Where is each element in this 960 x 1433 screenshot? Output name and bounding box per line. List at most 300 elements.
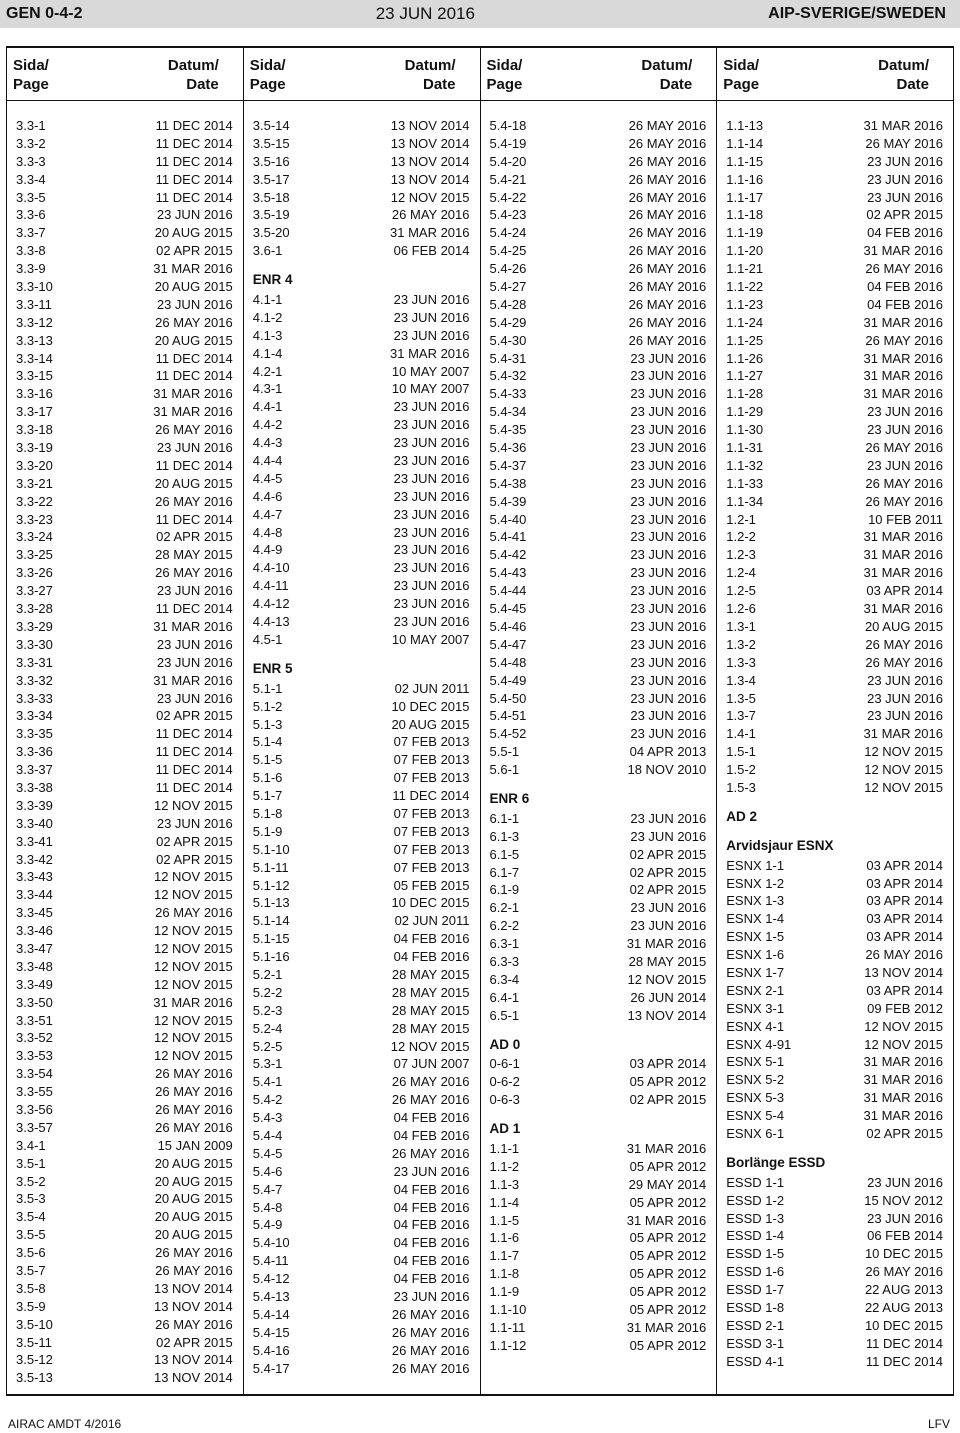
table-row bbox=[490, 953, 707, 971]
page-number: 5.1-15 bbox=[252, 931, 290, 947]
effective-date: 11 DEC 2014 bbox=[155, 135, 233, 151]
page-number: 5.4-48 bbox=[489, 654, 527, 670]
table-row bbox=[16, 421, 233, 439]
page-number: 4.4-11 bbox=[252, 578, 289, 594]
table-row bbox=[490, 1091, 707, 1109]
page-number: 5.4-28 bbox=[489, 296, 527, 312]
table-row bbox=[726, 1000, 943, 1018]
effective-date: 31 MAR 2016 bbox=[863, 529, 943, 545]
table-row bbox=[726, 779, 943, 797]
page-number: ESNX 4-1 bbox=[726, 1018, 785, 1034]
page-footer bbox=[0, 1415, 960, 1433]
effective-date: 12 NOV 2015 bbox=[153, 1030, 233, 1046]
page-number: 5.4-31 bbox=[489, 350, 527, 366]
page-number: 1.3-4 bbox=[726, 672, 756, 688]
page-number: 5.4-20 bbox=[489, 153, 527, 169]
table-row bbox=[253, 327, 470, 345]
section-heading: Arvidsjaur ESNX bbox=[726, 837, 834, 853]
effective-date: 28 MAY 2015 bbox=[391, 1002, 470, 1018]
page-number: ESSD 1-1 bbox=[726, 1174, 785, 1190]
page-number: 5.4-17 bbox=[252, 1360, 290, 1376]
effective-date: 12 NOV 2015 bbox=[153, 923, 233, 939]
page-number: 3.3-3 bbox=[16, 153, 46, 169]
effective-date: 22 AUG 2013 bbox=[864, 1282, 943, 1298]
table-row bbox=[726, 171, 943, 189]
page-number: 5.3-1 bbox=[252, 1056, 283, 1072]
table-row bbox=[490, 636, 707, 654]
effective-date: 13 NOV 2014 bbox=[153, 1370, 233, 1386]
table-row bbox=[490, 1176, 707, 1194]
table-row bbox=[253, 1145, 470, 1163]
effective-date: 15 JAN 2009 bbox=[157, 1137, 233, 1153]
page-number: 3.3-50 bbox=[16, 994, 53, 1010]
table-row bbox=[490, 935, 707, 953]
effective-date: 26 MAY 2016 bbox=[391, 207, 470, 223]
page-number: 3.3-4 bbox=[16, 171, 46, 187]
publisher: LFV bbox=[927, 1417, 950, 1431]
effective-date: 23 JUN 2016 bbox=[393, 506, 470, 522]
effective-date: 31 MAR 2016 bbox=[390, 225, 470, 241]
table-column bbox=[7, 48, 244, 1394]
page-number: 4.4-10 bbox=[252, 560, 290, 576]
page-number: 3.3-45 bbox=[16, 905, 53, 921]
table-row bbox=[490, 864, 707, 882]
table-row bbox=[726, 1299, 943, 1317]
table-row bbox=[490, 1158, 707, 1176]
column-body bbox=[717, 101, 953, 1371]
effective-date: 03 APR 2014 bbox=[866, 982, 943, 998]
effective-date: 05 FEB 2015 bbox=[393, 877, 470, 893]
effective-date: 04 FEB 2016 bbox=[393, 1253, 470, 1269]
table-row bbox=[16, 314, 233, 332]
page-number: 5.4-12 bbox=[252, 1271, 290, 1287]
effective-date: 05 APR 2012 bbox=[629, 1248, 707, 1264]
table-row bbox=[726, 1263, 943, 1281]
table-row bbox=[490, 296, 707, 314]
page-number: 3.3-2 bbox=[16, 135, 46, 151]
page-number: 1.1-12 bbox=[489, 1337, 527, 1353]
table-row bbox=[16, 189, 233, 207]
page-number: 5.4-27 bbox=[489, 279, 527, 295]
table-row bbox=[16, 1190, 233, 1208]
table-row bbox=[726, 1018, 943, 1036]
table-row bbox=[490, 1140, 707, 1158]
page-number: 3.5-11 bbox=[16, 1334, 52, 1350]
page-number: 5.1-6 bbox=[252, 770, 283, 786]
page-number: 3.3-18 bbox=[16, 422, 53, 438]
table-row bbox=[16, 1065, 233, 1083]
table-row bbox=[490, 260, 707, 278]
effective-date: 26 MAY 2016 bbox=[155, 1119, 233, 1135]
table-row bbox=[16, 833, 233, 851]
page-number: 5.2-2 bbox=[252, 984, 283, 1000]
page-number: 5.4-32 bbox=[489, 368, 527, 384]
effective-date: 23 JUN 2016 bbox=[630, 350, 707, 366]
table-row bbox=[726, 1107, 943, 1125]
table-row bbox=[726, 564, 943, 582]
page-number: ESSD 2-1 bbox=[726, 1317, 785, 1333]
page-number: 3.3-24 bbox=[16, 529, 53, 545]
effective-date: 23 JUN 2016 bbox=[630, 690, 707, 706]
effective-date: 23 JUN 2016 bbox=[630, 404, 707, 420]
table-row bbox=[490, 403, 707, 421]
effective-date: 23 JUN 2016 bbox=[630, 457, 707, 473]
table-row bbox=[490, 564, 707, 582]
table-row bbox=[490, 1073, 707, 1091]
effective-date: 23 JUN 2016 bbox=[630, 440, 707, 456]
page-number: 1.3-2 bbox=[726, 636, 756, 652]
page-number: 4.2-1 bbox=[252, 363, 283, 379]
header-label: Page bbox=[486, 76, 523, 93]
table-row bbox=[253, 1002, 470, 1020]
table-row bbox=[490, 810, 707, 828]
table-row bbox=[16, 1155, 233, 1173]
effective-date: 12 NOV 2015 bbox=[390, 189, 470, 205]
effective-date: 03 APR 2014 bbox=[629, 1056, 707, 1072]
page-number: 1.1-7 bbox=[489, 1248, 520, 1264]
table-row bbox=[253, 1127, 470, 1145]
effective-date: 20 AUG 2015 bbox=[154, 1227, 233, 1243]
effective-date: 02 APR 2015 bbox=[866, 207, 943, 223]
effective-date: 31 MAR 2016 bbox=[863, 547, 943, 563]
page-number: 3.3-41 bbox=[16, 833, 53, 849]
table-row bbox=[253, 1073, 470, 1091]
table-row bbox=[490, 582, 707, 600]
page-number: 3.5-3 bbox=[16, 1191, 46, 1207]
table-row bbox=[16, 117, 233, 135]
table-row bbox=[490, 350, 707, 368]
table-row bbox=[726, 350, 943, 368]
page-number: 5.1-13 bbox=[252, 895, 290, 911]
page-number: 3.3-26 bbox=[16, 565, 53, 581]
page-number: 1.3-1 bbox=[726, 618, 756, 634]
effective-date: 26 JUN 2014 bbox=[630, 989, 707, 1005]
table-row bbox=[490, 1007, 707, 1025]
page-number: 5.4-41 bbox=[489, 529, 527, 545]
table-row bbox=[490, 511, 707, 529]
section-heading: ENR 6 bbox=[489, 790, 530, 806]
page-number: ESNX 1-1 bbox=[726, 857, 785, 873]
table-row bbox=[726, 857, 943, 875]
table-row bbox=[490, 206, 707, 224]
page-number: 1.2-3 bbox=[726, 547, 756, 563]
table-row bbox=[16, 1280, 233, 1298]
page-number: 3.3-30 bbox=[16, 636, 53, 652]
effective-date: 04 FEB 2016 bbox=[393, 1217, 470, 1233]
table-row bbox=[490, 725, 707, 743]
effective-date: 04 FEB 2016 bbox=[393, 1235, 470, 1251]
page-number: 5.4-2 bbox=[252, 1092, 283, 1108]
table-row bbox=[253, 966, 470, 984]
table-row bbox=[490, 690, 707, 708]
table-row bbox=[16, 242, 233, 260]
page-number: 3.5-14 bbox=[252, 118, 290, 133]
effective-date: 26 MAY 2016 bbox=[865, 135, 943, 151]
page-number: 5.2-3 bbox=[252, 1002, 283, 1018]
table-row bbox=[253, 716, 470, 734]
table-row bbox=[490, 1055, 707, 1073]
effective-date: 26 MAY 2016 bbox=[865, 947, 943, 963]
table-row bbox=[726, 636, 943, 654]
effective-date: 07 FEB 2013 bbox=[393, 805, 470, 821]
effective-date: 10 DEC 2015 bbox=[864, 1317, 943, 1333]
table-row bbox=[490, 1319, 707, 1337]
page-number: 4.4-2 bbox=[252, 417, 283, 433]
effective-date: 23 JUN 2016 bbox=[630, 368, 707, 384]
page-number: 5.4-8 bbox=[252, 1199, 283, 1215]
effective-date: 11 DEC 2014 bbox=[155, 171, 233, 187]
table-row bbox=[490, 828, 707, 846]
effective-date: 31 MAR 2016 bbox=[863, 1054, 943, 1070]
table-row bbox=[16, 385, 233, 403]
table-row bbox=[726, 1036, 943, 1054]
effective-date: 05 APR 2012 bbox=[629, 1158, 707, 1174]
page-number: 1.1-1 bbox=[489, 1140, 520, 1156]
page-number: 1.1-6 bbox=[489, 1230, 520, 1246]
effective-date: 31 MAR 2016 bbox=[863, 314, 943, 330]
effective-date: 31 MAR 2016 bbox=[863, 1108, 943, 1124]
table-row bbox=[16, 958, 233, 976]
effective-date: 05 APR 2012 bbox=[629, 1302, 707, 1317]
table-row bbox=[253, 380, 470, 398]
table-row bbox=[253, 1360, 470, 1378]
page-number: 5.4-42 bbox=[489, 547, 527, 563]
page-number: 1.1-29 bbox=[726, 404, 764, 420]
page-number: ESNX 1-2 bbox=[726, 875, 785, 891]
effective-date: 26 MAY 2016 bbox=[155, 905, 233, 921]
effective-date: 13 NOV 2014 bbox=[390, 118, 470, 133]
table-row bbox=[16, 350, 233, 368]
table-row bbox=[16, 260, 233, 278]
table-row bbox=[16, 1298, 233, 1316]
table-row bbox=[726, 892, 943, 910]
table-row bbox=[16, 600, 233, 618]
table-row bbox=[726, 1227, 943, 1245]
effective-date: 23 JUN 2016 bbox=[630, 583, 707, 599]
table-row bbox=[253, 242, 470, 260]
page-number: 3.3-52 bbox=[16, 1030, 53, 1046]
page-number: 4.4-8 bbox=[252, 524, 283, 540]
table-row bbox=[253, 135, 470, 153]
effective-date: 26 MAY 2016 bbox=[628, 225, 707, 241]
effective-date: 26 MAY 2016 bbox=[391, 1360, 470, 1376]
header-label: Datum/ bbox=[404, 57, 456, 74]
page-number: ESNX 1-3 bbox=[726, 893, 785, 909]
page-number: 3.3-51 bbox=[16, 1012, 53, 1028]
table-row bbox=[16, 135, 233, 153]
table-row bbox=[726, 546, 943, 564]
table-row bbox=[726, 403, 943, 421]
page-number: 0-6-2 bbox=[489, 1074, 520, 1090]
table-row bbox=[726, 1353, 943, 1371]
table-row bbox=[16, 224, 233, 242]
table-row bbox=[16, 654, 233, 672]
table-row bbox=[16, 153, 233, 171]
page-number: 4.3-1 bbox=[252, 381, 283, 397]
effective-date: 26 MAY 2016 bbox=[865, 636, 943, 652]
document-id: GEN 0-4-2 bbox=[6, 5, 83, 22]
effective-date: 20 AUG 2015 bbox=[864, 618, 943, 634]
page-number: 5.4-13 bbox=[252, 1289, 290, 1304]
header-label: Sida/ bbox=[723, 57, 760, 74]
table-row bbox=[726, 654, 943, 672]
table-row bbox=[253, 524, 470, 542]
table-row bbox=[726, 189, 943, 207]
effective-date: 28 MAY 2015 bbox=[391, 984, 470, 1000]
table-row bbox=[253, 680, 470, 698]
effective-date: 02 APR 2015 bbox=[629, 846, 707, 862]
page-number: 1.1-33 bbox=[726, 475, 764, 491]
page-number: 4.1-2 bbox=[252, 309, 283, 325]
page-number: 1.5-1 bbox=[726, 744, 756, 760]
effective-date: 11 DEC 2014 bbox=[155, 779, 233, 795]
effective-date: 02 APR 2015 bbox=[629, 864, 707, 880]
page-number: ESSD 1-5 bbox=[726, 1246, 785, 1262]
header-label: Sida/ bbox=[249, 57, 286, 74]
page-number: 3.3-20 bbox=[16, 457, 53, 473]
table-row bbox=[490, 1229, 707, 1247]
page-number: 5.4-47 bbox=[489, 636, 527, 652]
page-number: 4.1-3 bbox=[252, 327, 283, 343]
effective-date: 12 NOV 2015 bbox=[864, 1036, 943, 1052]
effective-date: 04 FEB 2016 bbox=[867, 296, 943, 312]
table-row bbox=[16, 922, 233, 940]
table-row bbox=[490, 1265, 707, 1283]
table-row bbox=[490, 899, 707, 917]
table-row bbox=[253, 984, 470, 1002]
page-number: 1.1-26 bbox=[726, 350, 764, 366]
page-number: 5.4-37 bbox=[489, 457, 527, 473]
table-row bbox=[253, 452, 470, 470]
table-row bbox=[490, 493, 707, 511]
effective-date: 02 APR 2015 bbox=[629, 882, 707, 898]
effective-date: 23 JUN 2016 bbox=[867, 1210, 943, 1226]
page-number: 1.3-7 bbox=[726, 708, 756, 724]
table-row bbox=[726, 278, 943, 296]
table-row bbox=[726, 964, 943, 982]
table-row bbox=[16, 690, 233, 708]
page-number: 5.4-16 bbox=[252, 1342, 290, 1358]
effective-date: 23 JUN 2016 bbox=[630, 726, 707, 742]
table-row bbox=[253, 1038, 470, 1056]
effective-date: 13 NOV 2014 bbox=[390, 153, 470, 169]
table-row bbox=[726, 117, 943, 135]
effective-date: 11 DEC 2014 bbox=[155, 350, 233, 366]
effective-date: 23 JUN 2016 bbox=[393, 596, 470, 612]
page-number: 4.4-3 bbox=[252, 435, 283, 451]
page-number: 1.1-30 bbox=[726, 422, 764, 438]
page-number: 1.1-27 bbox=[726, 368, 764, 384]
table-row bbox=[726, 1053, 943, 1071]
table-row bbox=[490, 1283, 707, 1301]
page-number: 3.3-34 bbox=[16, 708, 53, 724]
page-number: 1.1-14 bbox=[726, 135, 764, 151]
effective-date: 23 JUN 2016 bbox=[867, 457, 943, 473]
page-number: 1.2-5 bbox=[726, 583, 756, 599]
table-row bbox=[253, 894, 470, 912]
table-row bbox=[726, 367, 943, 385]
page-number: ESNX 1-6 bbox=[726, 947, 785, 963]
page-number: 5.1-8 bbox=[252, 805, 283, 821]
checklist-table bbox=[6, 46, 954, 1396]
effective-date: 23 JUN 2016 bbox=[630, 636, 707, 652]
effective-date: 26 MAY 2016 bbox=[391, 1074, 470, 1090]
page-number: 4.1-1 bbox=[252, 292, 283, 308]
table-row bbox=[490, 189, 707, 207]
page-number: 1.2-1 bbox=[726, 511, 756, 527]
page-number: 3.3-36 bbox=[16, 744, 53, 760]
table-row bbox=[16, 403, 233, 421]
header-label: Datum/ bbox=[641, 57, 693, 74]
table-row bbox=[16, 904, 233, 922]
page-number: 5.2-5 bbox=[252, 1038, 283, 1054]
date-column-label bbox=[878, 56, 947, 100]
effective-date: 31 MAR 2016 bbox=[153, 994, 233, 1010]
page-number: 3.3-7 bbox=[16, 225, 46, 241]
page-number: 3.5-2 bbox=[16, 1173, 46, 1189]
table-row bbox=[490, 153, 707, 171]
table-row bbox=[490, 528, 707, 546]
amendment-id: AIRAC AMDT 4/2016 bbox=[8, 1417, 122, 1431]
column-body bbox=[7, 101, 243, 1387]
table-row bbox=[253, 1163, 470, 1181]
table-row bbox=[253, 309, 470, 327]
header-label: Date bbox=[186, 76, 219, 93]
table-row bbox=[253, 733, 470, 751]
page-number: 6.3-1 bbox=[489, 936, 520, 952]
header-label: Datum/ bbox=[878, 57, 929, 74]
page-number: 5.4-50 bbox=[489, 690, 527, 706]
page-number: 5.4-9 bbox=[252, 1217, 283, 1233]
page-number: 3.3-54 bbox=[16, 1066, 53, 1082]
effective-date: 20 AUG 2015 bbox=[154, 279, 233, 295]
table-row bbox=[16, 940, 233, 958]
effective-date: 11 DEC 2014 bbox=[155, 189, 233, 205]
table-row bbox=[490, 546, 707, 564]
effective-date: 13 NOV 2014 bbox=[627, 1007, 707, 1023]
page-number: 5.1-10 bbox=[252, 841, 290, 857]
page-number: 3.5-6 bbox=[16, 1245, 46, 1261]
page-number: 3.3-25 bbox=[16, 547, 53, 563]
effective-date: 20 AUG 2015 bbox=[154, 1209, 233, 1225]
effective-date: 23 JUN 2016 bbox=[867, 153, 943, 169]
table-row bbox=[16, 511, 233, 529]
effective-date: 13 NOV 2014 bbox=[390, 171, 470, 187]
header-label: Page bbox=[13, 76, 49, 93]
page-number: 5.4-1 bbox=[252, 1074, 283, 1090]
effective-date: 23 JUN 2016 bbox=[867, 171, 943, 187]
effective-date: 07 FEB 2013 bbox=[393, 841, 470, 857]
page-number: 3.3-17 bbox=[16, 404, 53, 420]
table-row bbox=[726, 260, 943, 278]
page-number: 5.4-22 bbox=[489, 189, 527, 205]
page-number: 5.4-6 bbox=[252, 1163, 283, 1179]
page-number: 4.4-13 bbox=[252, 614, 290, 630]
table-row bbox=[253, 1055, 470, 1073]
page-number: 3.3-11 bbox=[16, 296, 52, 312]
page-number: 3.3-28 bbox=[16, 601, 53, 617]
effective-date: 07 FEB 2013 bbox=[393, 823, 470, 839]
effective-date: 23 JUN 2016 bbox=[393, 488, 470, 504]
page-number: ESSD 1-2 bbox=[726, 1192, 785, 1208]
effective-date: 02 APR 2015 bbox=[156, 833, 233, 849]
effective-date: 26 MAY 2016 bbox=[155, 565, 233, 581]
table-row bbox=[490, 135, 707, 153]
page-number: 3.3-53 bbox=[16, 1048, 53, 1064]
effective-date: 28 MAY 2015 bbox=[155, 547, 233, 563]
page-number: ESNX 3-1 bbox=[726, 1000, 785, 1016]
page-number: 3.3-38 bbox=[16, 779, 53, 795]
